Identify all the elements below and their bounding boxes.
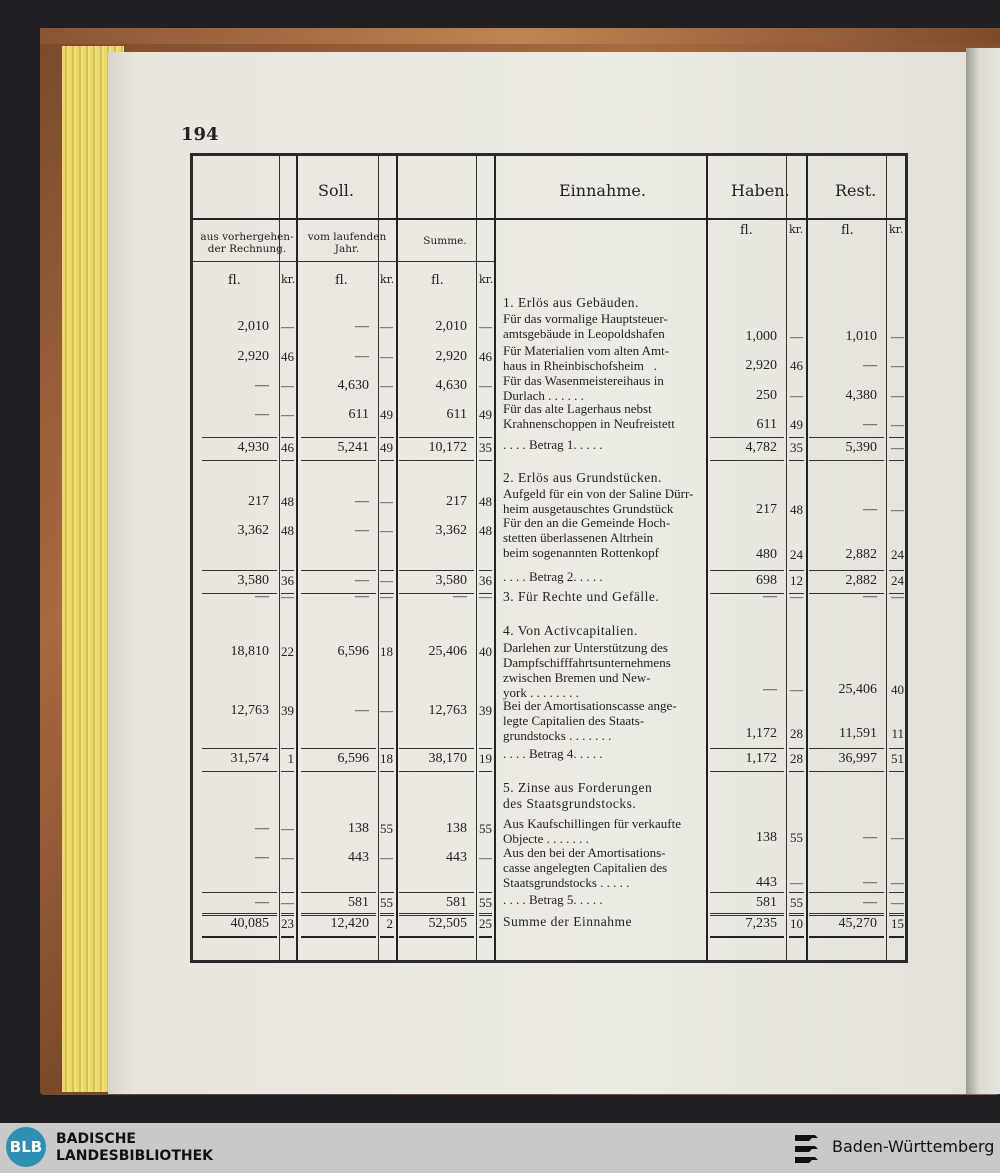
kreuzer-value: — — [380, 349, 393, 364]
subtotal-label: . . . . Betrag 2. . . . . — [503, 569, 603, 584]
gulden-value: 7,235 — [745, 916, 777, 931]
gulden-value: — — [355, 319, 369, 334]
subtotal-label: . . . . Betrag 1. . . . . — [503, 437, 603, 452]
subtotal-rule — [301, 913, 376, 914]
gulden-value: 3,362 — [435, 523, 467, 538]
kreuzer-value: — — [380, 378, 393, 393]
kreuzer-value: — — [380, 703, 393, 718]
kreuzer-value: 46 — [479, 349, 492, 364]
header-aus-vorhergehender: aus vorhergehen- der Rechnung. — [200, 231, 294, 255]
gulden-value: — — [355, 523, 369, 538]
gulden-value: 581 — [348, 895, 369, 910]
gulden-value: 138 — [446, 821, 467, 836]
kreuzer-value: 55 — [479, 821, 492, 836]
entry-description: Aus den bei der Amortisations- casse angelegten Capitalien des Staatsgrundstocks . . . . . — [503, 845, 668, 890]
gulden-value: 4,630 — [337, 378, 369, 393]
kreuzer-value: 40 — [479, 644, 492, 659]
subtotal-underline — [479, 460, 492, 461]
kreuzer-value: — — [380, 850, 393, 865]
gulden-value: 18,810 — [230, 644, 269, 659]
kreuzer-value: 25 — [479, 916, 492, 931]
subtotal-rule — [479, 913, 492, 914]
kreuzer-value: 39 — [479, 703, 492, 718]
subtotal-rule — [889, 913, 904, 914]
kreuzer-value: 24 — [790, 547, 803, 562]
gulden-value: 31,574 — [230, 751, 269, 766]
kreuzer-value: 36 — [281, 573, 294, 588]
gulden-value: — — [355, 589, 369, 604]
kreuzer-value: — — [479, 850, 492, 865]
kreuzer-value: 51 — [891, 751, 904, 766]
column-rule — [279, 156, 280, 960]
unit-fl: fl. — [228, 273, 241, 288]
gulden-value: 581 — [446, 895, 467, 910]
gulden-value: 250 — [756, 388, 777, 403]
facing-page-edge — [966, 48, 1000, 1094]
kreuzer-value: — — [479, 378, 492, 393]
column-rule — [706, 156, 708, 960]
kreuzer-value: 55 — [479, 895, 492, 910]
gulden-value: 1,000 — [745, 329, 777, 344]
kreuzer-value: — — [281, 378, 294, 393]
gulden-value: 480 — [756, 547, 777, 562]
gulden-value: — — [255, 821, 269, 836]
gulden-value: — — [863, 830, 877, 845]
baden-wuerttemberg-name: Baden-Württemberg — [832, 1137, 995, 1156]
subtotal-rule — [809, 570, 884, 571]
gulden-value: 2,010 — [435, 319, 467, 334]
kreuzer-value: — — [891, 358, 904, 373]
subtotal-underline — [301, 771, 376, 772]
subtotal-underline — [789, 771, 804, 772]
column-rule — [296, 156, 298, 960]
kreuzer-value: — — [281, 850, 294, 865]
gulden-value: 25,406 — [428, 644, 467, 659]
gulden-value: — — [355, 494, 369, 509]
kreuzer-value: — — [790, 589, 803, 604]
entry-description: Aufgeld für ein von der Saline Dürr- heim ausgetauschtes Grundstück — [503, 486, 694, 516]
subtotal-rule — [789, 437, 804, 438]
kreuzer-value: — — [891, 589, 904, 604]
subtotal-underline — [399, 771, 474, 772]
kreuzer-value: 24 — [891, 573, 904, 588]
kreuzer-value: — — [891, 875, 904, 890]
kreuzer-value: 55 — [790, 895, 803, 910]
subtotal-underline — [809, 771, 884, 772]
kreuzer-value: — — [790, 682, 803, 697]
gulden-value: 3,362 — [237, 523, 269, 538]
column-rule — [806, 156, 808, 960]
subtotal-underline — [399, 460, 474, 461]
header-haben: Haben. — [731, 181, 790, 200]
subtotal-rule — [809, 748, 884, 749]
header-rest: Rest. — [835, 181, 877, 200]
gulden-value: 698 — [756, 573, 777, 588]
gulden-value: 36,997 — [838, 751, 877, 766]
gulden-value: — — [863, 502, 877, 517]
subtotal-underline — [479, 771, 492, 772]
subtotal-rule — [789, 570, 804, 571]
gulden-value: — — [763, 682, 777, 697]
header-einnahme: Einnahme. — [559, 181, 646, 200]
gulden-value: 38,170 — [428, 751, 467, 766]
subtotal-rule — [889, 748, 904, 749]
subtotal-rule — [399, 913, 474, 914]
gulden-value: — — [255, 589, 269, 604]
gulden-value: — — [355, 703, 369, 718]
kreuzer-value: 11 — [891, 726, 904, 741]
subtotal-rule — [281, 748, 294, 749]
gulden-value: — — [863, 417, 877, 432]
kreuzer-value: 35 — [479, 440, 492, 455]
subtotal-underline — [202, 771, 277, 772]
gulden-value: — — [255, 378, 269, 393]
gulden-value: 5,241 — [337, 440, 369, 455]
page-number: 194 — [181, 124, 219, 145]
gulden-value: 1,172 — [745, 726, 777, 741]
gulden-value: 138 — [756, 830, 777, 845]
subtotal-underline — [281, 460, 294, 461]
gulden-value: 138 — [348, 821, 369, 836]
column-rule — [396, 156, 398, 960]
kreuzer-value: 49 — [380, 440, 393, 455]
section-title: 4. Von Activcapitalien. — [503, 623, 638, 638]
gulden-value: 1,010 — [845, 329, 877, 344]
section-title: 1. Erlös aus Gebäuden. — [503, 295, 639, 310]
entry-description: Für das Wasenmeistereihaus in Durlach . . . . . . — [503, 373, 664, 403]
grand-total-label: Summe der Einnahme — [503, 914, 632, 929]
subtotal-rule — [301, 570, 376, 571]
kreuzer-value: — — [281, 895, 294, 910]
kreuzer-value: 49 — [790, 417, 803, 432]
header-summe: Summe. — [423, 235, 467, 247]
kreuzer-value: — — [380, 573, 393, 588]
subtotal-rule — [479, 892, 492, 893]
kreuzer-value: 2 — [386, 916, 393, 931]
subtotal-underline — [202, 936, 277, 938]
gulden-value: 217 — [446, 494, 467, 509]
subtotal-rule — [710, 570, 784, 571]
gulden-value: 45,270 — [838, 916, 877, 931]
gulden-value: 3,580 — [237, 573, 269, 588]
gulden-value: 217 — [756, 502, 777, 517]
subtotal-rule — [889, 570, 904, 571]
gulden-value: 611 — [756, 417, 777, 432]
subtotal-rule — [202, 437, 277, 438]
kreuzer-value: 28 — [790, 751, 803, 766]
subtotal-rule — [380, 570, 394, 571]
subtotal-rule — [202, 748, 277, 749]
column-rule — [378, 156, 379, 960]
kreuzer-value: — — [891, 502, 904, 517]
kreuzer-value: — — [790, 329, 803, 344]
entry-description: Für das vormalige Hauptsteuer- amtsgebäude in Leopoldshafen — [503, 311, 668, 341]
header-soll: Soll. — [318, 181, 354, 200]
subtotal-rule — [789, 892, 804, 893]
kreuzer-value: — — [380, 319, 393, 334]
blb-logo[interactable]: BLB — [6, 1127, 46, 1167]
kreuzer-value: — — [891, 417, 904, 432]
subtotal-underline — [710, 771, 784, 772]
kreuzer-value: 48 — [281, 523, 294, 538]
kreuzer-value: 28 — [790, 726, 803, 741]
subtotal-underline — [809, 460, 884, 461]
subtotal-underline — [281, 771, 294, 772]
unit-fl: fl. — [335, 273, 348, 288]
book-cover-top-edge — [40, 28, 1000, 44]
gulden-value: — — [863, 589, 877, 604]
kreuzer-value: 1 — [287, 751, 294, 766]
gulden-value: 12,763 — [428, 703, 467, 718]
subtotal-underline — [380, 460, 394, 461]
column-rule — [494, 156, 496, 960]
subtotal-rule — [789, 913, 804, 914]
subtotal-rule — [202, 913, 277, 914]
gulden-value: — — [863, 895, 877, 910]
subtotal-underline — [380, 771, 394, 772]
gulden-value: 1,172 — [745, 751, 777, 766]
subtotal-rule — [399, 570, 474, 571]
subtotal-rule — [380, 913, 394, 914]
kreuzer-value: 48 — [479, 523, 492, 538]
subtotal-rule — [281, 437, 294, 438]
section-title: 2. Erlös aus Grundstücken. — [503, 470, 662, 485]
subtotal-rule — [301, 892, 376, 893]
subtotal-rule — [710, 913, 784, 914]
gulden-value: — — [763, 589, 777, 604]
kreuzer-value: — — [281, 319, 294, 334]
subtotal-underline — [479, 936, 492, 938]
unit-kr: kr. — [479, 273, 494, 286]
subtotal-rule — [399, 748, 474, 749]
gulden-value: — — [863, 358, 877, 373]
gulden-value: 4,380 — [845, 388, 877, 403]
gulden-value: 2,010 — [237, 319, 269, 334]
kreuzer-value: 55 — [790, 830, 803, 845]
unit-fl: fl. — [841, 223, 854, 238]
gulden-value: 11,591 — [839, 726, 877, 741]
subtotal-underline — [889, 460, 904, 461]
unit-kr: kr. — [789, 223, 804, 236]
gulden-value: — — [255, 895, 269, 910]
subtotal-rule — [479, 748, 492, 749]
kreuzer-value: 39 — [281, 703, 294, 718]
kreuzer-value: 49 — [380, 407, 393, 422]
kreuzer-value: 24 — [891, 547, 904, 562]
kreuzer-value: 10 — [790, 916, 803, 931]
kreuzer-value: — — [790, 875, 803, 890]
subtotal-rule — [710, 437, 784, 438]
gulden-value: 6,596 — [337, 751, 369, 766]
gulden-value: 2,920 — [435, 349, 467, 364]
kreuzer-value: 35 — [790, 440, 803, 455]
gulden-value: 2,920 — [237, 349, 269, 364]
gulden-value: 443 — [756, 875, 777, 890]
gulden-value: 2,882 — [845, 547, 877, 562]
subtotal-rule — [809, 437, 884, 438]
gulden-value: — — [255, 407, 269, 422]
gulden-value: 4,930 — [237, 440, 269, 455]
kreuzer-value: 23 — [281, 916, 294, 931]
kreuzer-value: — — [479, 319, 492, 334]
subtotal-rule — [889, 437, 904, 438]
kreuzer-value: 12 — [790, 573, 803, 588]
kreuzer-value: 18 — [380, 644, 393, 659]
gulden-value: 443 — [348, 850, 369, 865]
subtotal-label: . . . . Betrag 4. . . . . — [503, 746, 603, 761]
gulden-value: 4,630 — [435, 378, 467, 393]
gulden-value: 4,782 — [745, 440, 777, 455]
kreuzer-value: 19 — [479, 751, 492, 766]
kreuzer-value: — — [891, 895, 904, 910]
kreuzer-value: 55 — [380, 821, 393, 836]
baden-wuerttemberg-lions-icon[interactable] — [792, 1131, 822, 1165]
subtotal-rule — [380, 892, 394, 893]
subtotal-rule — [479, 570, 492, 571]
subtotal-rule — [301, 748, 376, 749]
gulden-value: 611 — [348, 407, 369, 422]
gulden-value: — — [355, 349, 369, 364]
gulden-value: 10,172 — [428, 440, 467, 455]
unit-kr: kr. — [281, 273, 296, 286]
subtotal-underline — [809, 936, 884, 938]
blb-name-line2: LANDESBIBLIOTHEK — [56, 1148, 214, 1164]
kreuzer-value: — — [380, 494, 393, 509]
kreuzer-value: 55 — [380, 895, 393, 910]
subtotal-rule — [281, 892, 294, 893]
subtotal-underline — [399, 936, 474, 938]
blb-name[interactable] — [56, 1131, 213, 1165]
kreuzer-value: 46 — [281, 349, 294, 364]
gulden-value: — — [863, 875, 877, 890]
gulden-value: 25,406 — [838, 682, 877, 697]
kreuzer-value: — — [479, 589, 492, 604]
gulden-value: 611 — [446, 407, 467, 422]
kreuzer-value: 49 — [479, 407, 492, 422]
subtotal-underline — [281, 936, 294, 938]
section-title: 5. Zinse aus Forderungen des Staatsgrundstocks. — [503, 780, 653, 811]
entry-description: Für Materialien vom alten Amt- haus in Rheinbischofsheim . — [503, 343, 670, 373]
subtotal-rule — [789, 748, 804, 749]
gulden-value: — — [453, 589, 467, 604]
gulden-value: 52,505 — [428, 916, 467, 931]
subtotal-rule — [380, 437, 394, 438]
kreuzer-value: — — [891, 388, 904, 403]
kreuzer-value: 40 — [891, 682, 904, 697]
subtotal-underline — [889, 771, 904, 772]
subtotal-underline — [789, 936, 804, 938]
kreuzer-value: 46 — [790, 358, 803, 373]
subtotal-label: . . . . Betrag 5. . . . . — [503, 892, 603, 907]
entry-description: Für das alte Lagerhaus nebst Krahnenschoppen in Neufreistett — [503, 401, 675, 431]
kreuzer-value: — — [891, 830, 904, 845]
unit-fl: fl. — [740, 223, 753, 238]
kreuzer-value: — — [790, 388, 803, 403]
subtotal-underline — [202, 460, 277, 461]
kreuzer-value: — — [281, 407, 294, 422]
section-title: 3. Für Rechte und Gefälle. — [503, 589, 660, 604]
entry-description: Für den an die Gemeinde Hoch- stetten überlassenen Altrhein beim sogenannten Rottenkopf — [503, 515, 671, 560]
kreuzer-value: 36 — [479, 573, 492, 588]
kreuzer-value: — — [891, 440, 904, 455]
gulden-value: 12,420 — [330, 916, 369, 931]
kreuzer-value: 15 — [891, 916, 904, 931]
header-subrule — [193, 261, 494, 262]
column-rule — [476, 156, 477, 960]
header-rule — [193, 218, 905, 220]
gulden-value: — — [255, 850, 269, 865]
subtotal-rule — [202, 570, 277, 571]
subtotal-underline — [301, 460, 376, 461]
subtotal-rule — [399, 892, 474, 893]
subtotal-rule — [301, 437, 376, 438]
kreuzer-value: 22 — [281, 644, 294, 659]
blb-name-line1: BADISCHE — [56, 1131, 136, 1147]
kreuzer-value: — — [380, 589, 393, 604]
subtotal-rule — [710, 892, 784, 893]
subtotal-rule — [399, 437, 474, 438]
column-rule — [886, 156, 887, 960]
gulden-value: 581 — [756, 895, 777, 910]
kreuzer-value: 48 — [790, 502, 803, 517]
gulden-value: — — [355, 573, 369, 588]
kreuzer-value: 18 — [380, 751, 393, 766]
kreuzer-value: 46 — [281, 440, 294, 455]
subtotal-underline — [301, 936, 376, 938]
subtotal-rule — [202, 892, 277, 893]
gulden-value: 6,596 — [337, 644, 369, 659]
gulden-value: 3,580 — [435, 573, 467, 588]
unit-kr: kr. — [889, 223, 904, 236]
subtotal-rule — [281, 570, 294, 571]
kreuzer-value: — — [281, 821, 294, 836]
subtotal-underline — [380, 936, 394, 938]
kreuzer-value: — — [891, 329, 904, 344]
ledger-table — [190, 153, 908, 963]
subtotal-rule — [809, 913, 884, 914]
entry-description: Darlehen zur Unterstützung des Dampfschifffahrtsunternehmens zwischen Bremen und New- york . . . . . . . . — [503, 640, 671, 700]
gulden-value: 217 — [248, 494, 269, 509]
kreuzer-value: — — [281, 589, 294, 604]
kreuzer-value: 48 — [281, 494, 294, 509]
gulden-value: 443 — [446, 850, 467, 865]
subtotal-underline — [710, 460, 784, 461]
subtotal-rule — [281, 913, 294, 914]
gulden-value: 2,882 — [845, 573, 877, 588]
subtotal-rule — [809, 892, 884, 893]
subtotal-underline — [889, 936, 904, 938]
subtotal-rule — [889, 892, 904, 893]
subtotal-rule — [479, 437, 492, 438]
kreuzer-value: 48 — [479, 494, 492, 509]
unit-fl: fl. — [431, 273, 444, 288]
subtotal-underline — [789, 460, 804, 461]
subtotal-underline — [710, 936, 784, 938]
entry-description: Aus Kaufschillingen für verkaufte Objecte . . . . . . . — [503, 816, 681, 846]
gulden-value: 12,763 — [230, 703, 269, 718]
gulden-value: 5,390 — [845, 440, 877, 455]
subtotal-rule — [380, 748, 394, 749]
subtotal-rule — [710, 748, 784, 749]
gulden-value: 40,085 — [230, 916, 269, 931]
footer-bar — [0, 1123, 1000, 1173]
kreuzer-value: — — [380, 523, 393, 538]
gulden-value: 2,920 — [745, 358, 777, 373]
unit-kr: kr. — [380, 273, 395, 286]
entry-description: Bei der Amortisationscasse ange- legte Capitalien des Staats- grundstocks . . . . . . . — [503, 698, 677, 743]
header-vom-laufenden: vom laufenden Jahr. — [307, 231, 387, 255]
